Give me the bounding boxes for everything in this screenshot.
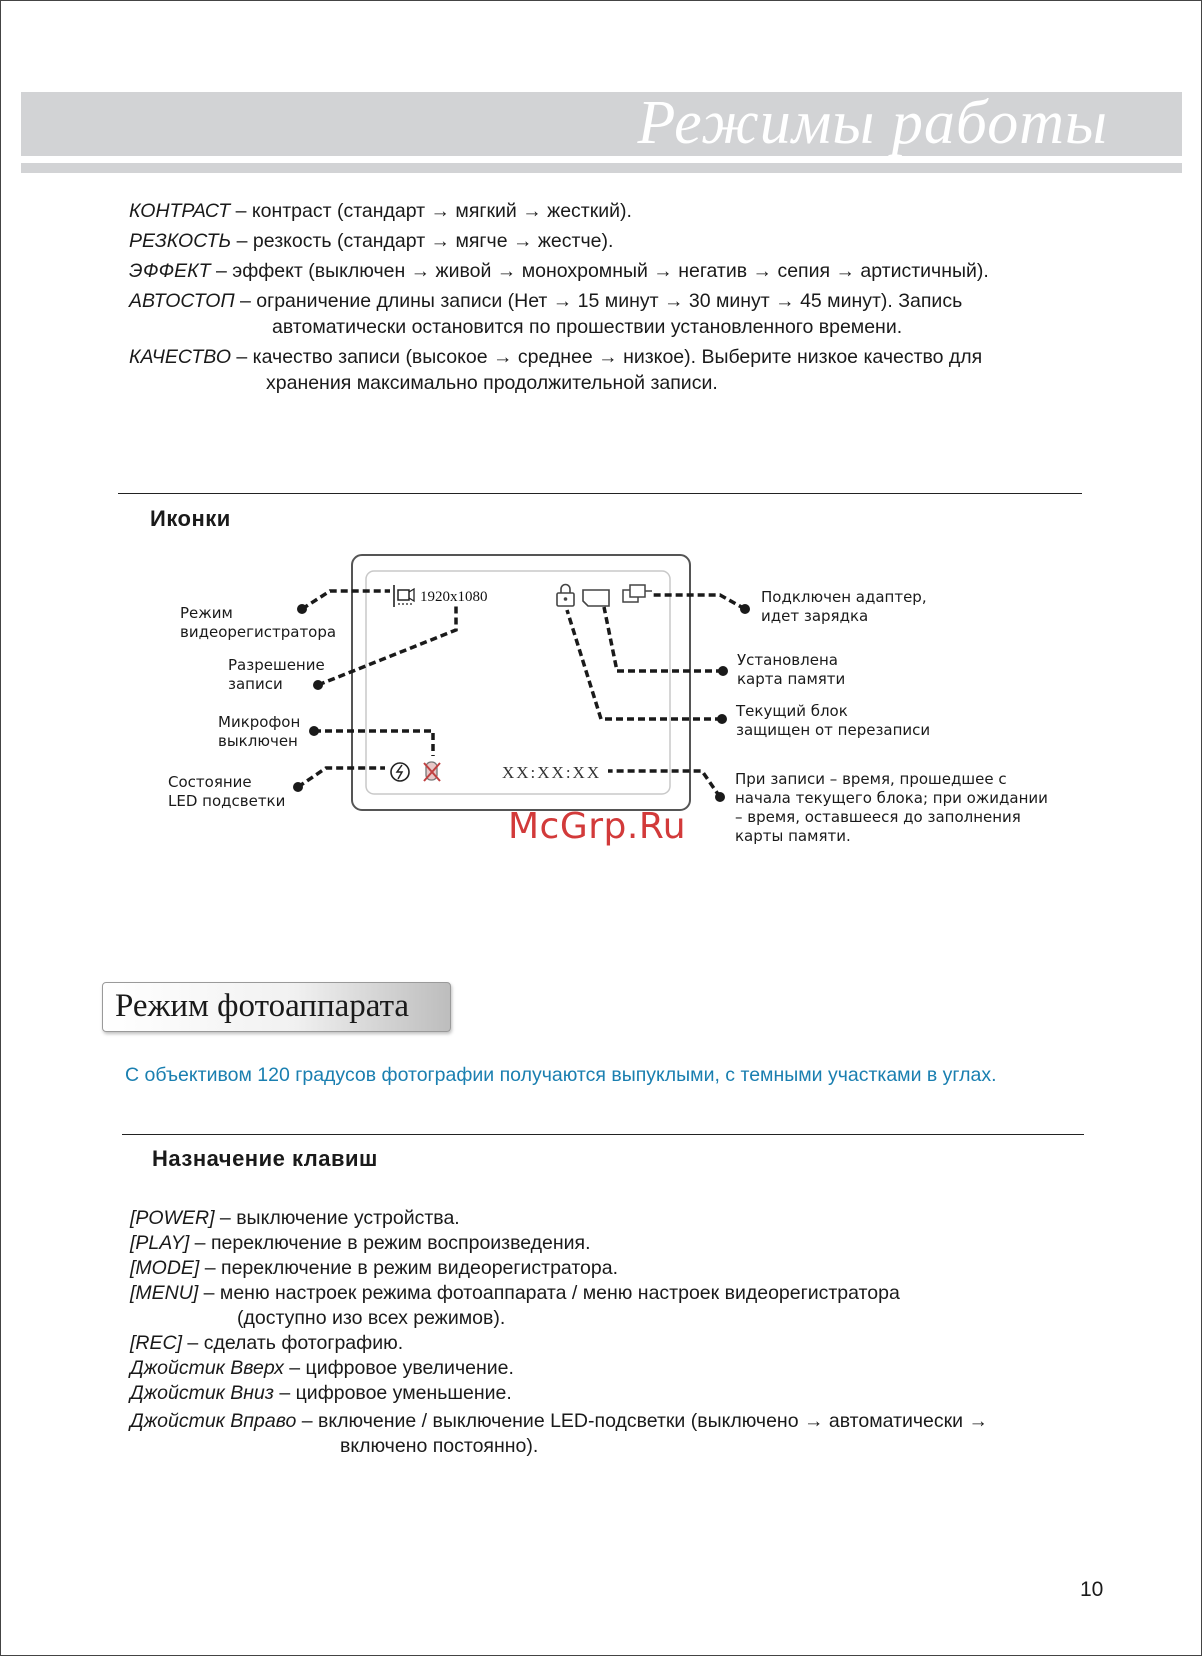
key-text: – цифровое уменьшение. <box>273 1382 512 1404</box>
callout-lock <box>736 702 930 740</box>
setting-term: ЭФФЕКТ <box>129 260 211 282</box>
callout-line: Режим <box>180 604 233 622</box>
callout-line: защищен от перезаписи <box>736 721 931 739</box>
setting-sharpness <box>129 228 1129 254</box>
setting-text: – ограничение длины записи (Нет → 15 минут → 30 минут → 45 минут). Запись <box>234 290 963 312</box>
callout-line: идет зарядка <box>761 607 869 625</box>
key-text-continued: (доступно изо всех режимов). <box>237 1307 506 1329</box>
setting-contrast <box>129 198 1129 224</box>
setting-text: – качество записи (высокое → среднее → низкое). Выберите низкое качество для <box>231 346 983 368</box>
page-title: Режимы работы <box>637 89 1108 157</box>
key-item-mode <box>130 1256 1130 1281</box>
led-status-icon <box>391 763 409 781</box>
key-item-joystick-right <box>130 1409 1130 1459</box>
leader-resolution <box>318 604 456 685</box>
key-text: – меню настроек режима фотоаппарата / меню настроек видеорегистратора <box>198 1282 900 1304</box>
video-mode-icon <box>394 585 414 607</box>
setting-autostop <box>129 288 1129 340</box>
leader-dot <box>715 792 725 802</box>
header-divider <box>21 163 1182 173</box>
setting-effect <box>129 258 1129 284</box>
callout-line: – время, оставшееся до заполнения <box>735 808 1021 826</box>
key-term: [MODE] <box>130 1257 200 1279</box>
setting-term: РЕЗКОСТЬ <box>129 230 232 252</box>
key-item-joystick-up <box>130 1356 1130 1381</box>
callout-line: Подключен адаптер, <box>761 588 927 606</box>
section-title-keys: Назначение клавиш <box>152 1146 378 1171</box>
mic-off-icon <box>424 762 440 781</box>
callout-line: записи <box>228 675 283 693</box>
callout-line: выключен <box>218 732 298 750</box>
keys-list <box>130 1206 1130 1459</box>
key-term: [POWER] <box>130 1207 215 1229</box>
callout-line: Состояние <box>168 773 252 791</box>
key-item-rec <box>130 1331 1130 1356</box>
key-text-continued: включено постоянно). <box>340 1435 539 1457</box>
callout-line: карта памяти <box>737 670 846 688</box>
key-term: [REC] <box>130 1332 183 1354</box>
callout-line: видеорегистратора <box>180 623 337 641</box>
watermark: McGrp.Ru <box>508 806 687 847</box>
leader-dot <box>309 726 319 736</box>
callout-resolution <box>228 656 325 694</box>
key-text: – включение / выключение LED-подсветки (выключено → автоматически → <box>296 1410 988 1432</box>
callout-line: Текущий блок <box>736 702 848 720</box>
callout-line: начала текущего блока; при ожидании <box>735 789 1048 807</box>
key-term: Джойстик Вниз <box>130 1382 274 1404</box>
setting-text: – эффект (выключен → живой → монохромный → негатив → сепия → артистичный). <box>210 260 989 282</box>
setting-text: – резкость (стандарт → мягче → жестче). <box>231 230 614 252</box>
key-text: – переключение в режим видеорегистратора. <box>199 1257 619 1279</box>
screen-resolution-text: 1920x1080 <box>420 589 488 605</box>
callout-adapter <box>761 588 927 626</box>
setting-term: КАЧЕСТВО <box>129 346 231 368</box>
callout-line: Разрешение <box>228 656 325 674</box>
key-text: – сделать фотографию. <box>182 1332 404 1354</box>
callout-led <box>168 773 285 811</box>
key-text: – выключение устройства. <box>214 1207 460 1229</box>
camera-mode-title: Режим фотоаппарата <box>115 988 410 1024</box>
header-band <box>21 89 1182 157</box>
callout-time <box>735 770 1048 846</box>
leader-dot <box>717 714 727 724</box>
leader-dot <box>740 604 750 614</box>
camera-mode-note: С объективом 120 градусов фотографии получаются выпуклыми, с темными участками в углах. <box>125 1064 997 1086</box>
key-item-joystick-down <box>130 1381 1130 1406</box>
key-text: – переключение в режим воспроизведения. <box>189 1232 591 1254</box>
callout-line: LED подсветки <box>168 792 286 810</box>
camera-mode-banner <box>102 982 451 1032</box>
leader-card <box>604 607 723 671</box>
callout-line: При записи – время, прошедшее с <box>735 770 1007 788</box>
leader-dot <box>293 782 303 792</box>
leader-lock <box>567 610 722 719</box>
page-number: 10 <box>1080 1578 1104 1601</box>
divider-icons <box>118 493 1082 494</box>
callout-line: карты памяти. <box>735 827 851 845</box>
key-term: Джойстик Вверх <box>130 1357 284 1379</box>
screen-time-text: XX:XX:XX <box>502 763 602 782</box>
setting-term: АВТОСТОП <box>129 290 235 312</box>
settings-list <box>129 198 1129 396</box>
callout-mic <box>218 713 300 751</box>
section-title-icons: Иконки <box>150 506 231 531</box>
setting-quality <box>129 344 1129 396</box>
key-term: [PLAY] <box>130 1232 190 1254</box>
key-item-play <box>130 1231 1130 1256</box>
lock-icon <box>557 585 574 607</box>
memory-card-icon <box>583 590 609 606</box>
leader-mic <box>314 731 433 756</box>
callout-mode <box>180 604 336 642</box>
leader-dot <box>718 666 728 676</box>
callout-line: Микрофон <box>218 713 301 731</box>
key-text: – цифровое увеличение. <box>283 1357 514 1379</box>
leader-adapter <box>650 595 745 609</box>
setting-text-continued: автоматически остановится по прошествии установленного времени. <box>272 316 903 338</box>
setting-text: – контраст (стандарт → мягкий → жесткий). <box>230 200 632 222</box>
setting-term: КОНТРАСТ <box>129 200 231 222</box>
divider-keys <box>122 1134 1084 1135</box>
adapter-charging-icon <box>623 585 652 602</box>
callout-line: Установлена <box>737 651 838 669</box>
callout-card <box>737 651 845 689</box>
key-term: [MENU] <box>130 1282 199 1304</box>
setting-text-continued: хранения максимально продолжительной записи. <box>266 372 718 394</box>
key-item-power <box>130 1206 1130 1231</box>
leader-led <box>298 768 385 787</box>
key-term: Джойстик Вправо <box>130 1410 297 1432</box>
key-item-menu <box>130 1281 1130 1331</box>
